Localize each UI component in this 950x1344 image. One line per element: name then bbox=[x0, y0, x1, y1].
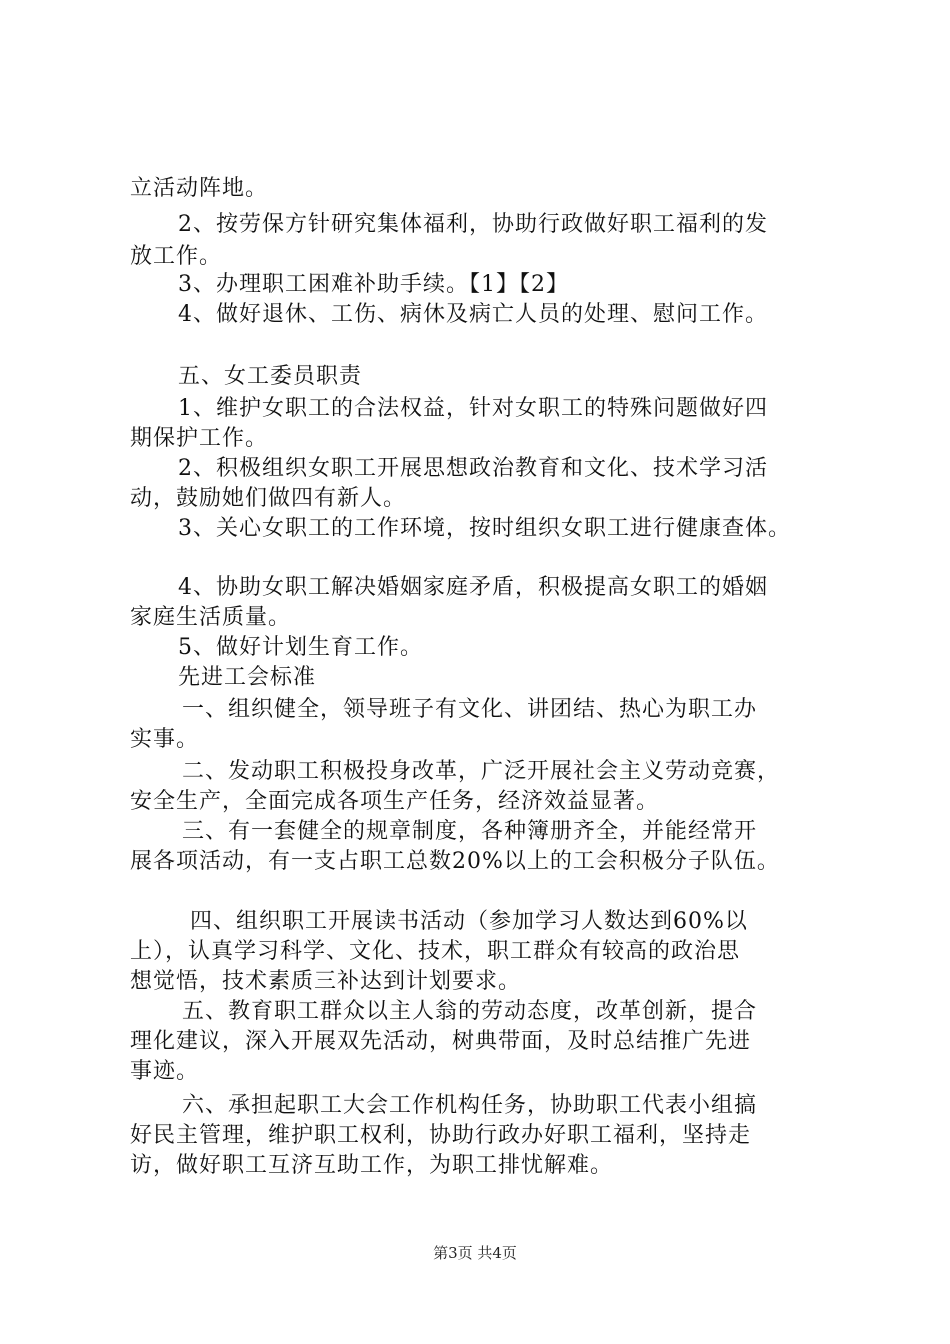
text-line: 动，鼓励她们做四有新人。 bbox=[130, 486, 407, 511]
text-line: 访，做好职工互济互助工作，为职工排忧解难。 bbox=[130, 1153, 614, 1178]
section-heading: 先进工会标准 bbox=[178, 665, 317, 690]
text-line: 实事。 bbox=[130, 727, 200, 752]
section-heading: 五、女工委员职责 bbox=[178, 364, 363, 389]
text-line: 4、做好退休、工伤、病休及病亡人员的处理、慰问工作。 bbox=[178, 302, 768, 327]
text-line: 2、积极组织女职工开展思想政治教育和文化、技术学习活 bbox=[178, 456, 768, 481]
text-line: 六、承担起职工大会工作机构任务，协助职工代表小组搞 bbox=[182, 1093, 758, 1118]
text-line: 想觉悟，技术素质三补达到计划要求。 bbox=[130, 969, 522, 994]
text-line: 2、按劳保方针研究集体福利，协助行政做好职工福利的发 bbox=[178, 212, 768, 237]
text-line: 好民主管理，维护职工权利，协助行政办好职工福利，坚持走 bbox=[130, 1123, 752, 1148]
text-line: 一、组织健全，领导班子有文化、讲团结、热心为职工办 bbox=[182, 697, 758, 722]
text-line: 立活动阵地。 bbox=[130, 176, 269, 201]
text-line: 家庭生活质量。 bbox=[130, 605, 292, 630]
text-line: 期保护工作。 bbox=[130, 426, 269, 451]
text-line: 三、有一套健全的规章制度，各种簿册齐全，并能经常开 bbox=[182, 819, 758, 844]
text-line: 五、教育职工群众以主人翁的劳动态度，改革创新，提合 bbox=[182, 999, 758, 1024]
text-line: 4、协助女职工解决婚姻家庭矛盾，积极提高女职工的婚姻 bbox=[178, 575, 768, 600]
text-line: 上），认真学习科学、文化、技术，职工群众有较高的政治思 bbox=[130, 939, 741, 964]
text-line: 放工作。 bbox=[130, 244, 223, 269]
text-line: 1、维护女职工的合法权益，针对女职工的特殊问题做好四 bbox=[178, 396, 768, 421]
text-line: 3、办理职工困难补助手续。【1】【2】 bbox=[178, 272, 569, 297]
text-line: 安全生产，全面完成各项生产任务，经济效益显著。 bbox=[130, 789, 660, 814]
page-footer: 第3页 共4页 bbox=[433, 1244, 517, 1262]
text-line: 四、组织职工开展读书活动（参加学习人数达到60%以 bbox=[190, 909, 748, 934]
text-line: 二、发动职工积极投身改革，广泛开展社会主义劳动竞赛， bbox=[182, 759, 781, 784]
text-line: 展各项活动，有一支占职工总数20%以上的工会积极分子队伍。 bbox=[130, 849, 780, 874]
text-line: 事迹。 bbox=[130, 1059, 200, 1084]
text-line: 5、做好计划生育工作。 bbox=[178, 635, 423, 660]
text-line: 理化建议，深入开展双先活动，树典带面，及时总结推广先进 bbox=[130, 1029, 752, 1054]
text-line: 3、关心女职工的工作环境，按时组织女职工进行健康查体。 bbox=[178, 516, 791, 541]
